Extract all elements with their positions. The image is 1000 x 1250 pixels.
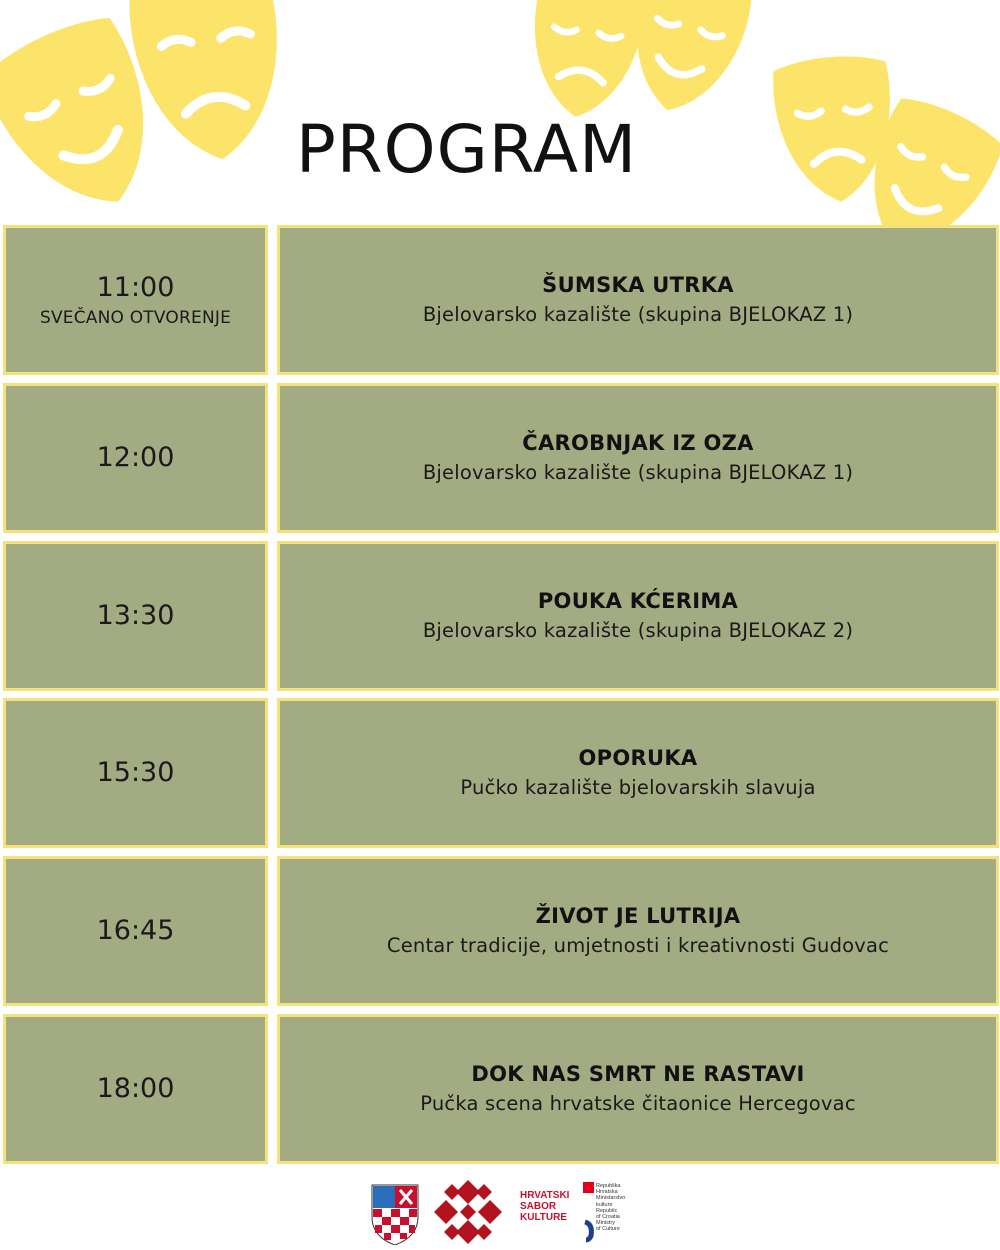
event-cell [277,225,999,375]
schedule-row [0,225,1000,375]
schedule-row [0,856,1000,1006]
event-cell [277,541,999,691]
event-time: 15:30 [96,757,175,788]
event-time: 11:00 [96,272,175,303]
event-title: ŽIVOT JE LUTRIJA [535,904,741,928]
event-time: 18:00 [96,1073,175,1104]
time-cell [3,698,268,848]
event-title: DOK NAS SMRT NE RASTAVI [471,1062,805,1086]
cross-stitch-logo-icon [434,1180,502,1244]
coat-of-arms-icon [372,1185,418,1245]
event-cell [277,856,999,1006]
event-title: ŠUMSKA UTRKA [542,273,734,297]
ministry-line: Republika [596,1183,621,1189]
event-time: 13:30 [96,600,175,631]
sponsor-logos [0,1180,1000,1245]
event-cell [277,1014,999,1164]
event-cell [277,698,999,848]
event-performer: Bjelovarsko kazalište (skupina BJELOKAZ 1) [422,303,854,326]
time-cell [3,1014,268,1164]
ministry-line: Ministarstvo [596,1195,626,1202]
ministry-line: of Croatia [596,1214,620,1221]
time-cell [3,541,268,691]
page-title: PROGRAM [296,111,638,188]
event-time: 16:45 [96,915,175,946]
schedule-row [0,698,1000,848]
schedule-row [0,383,1000,533]
event-cell [277,383,999,533]
hsk-line: SABOR [520,1201,557,1212]
hsk-line: HRVATSKI [520,1190,570,1201]
event-performer: Centar tradicije, umjetnosti i kreativnosti Gudovac [386,934,890,957]
event-note: SVEČANO OTVORENJE [39,308,232,328]
hsk-logo-text [520,1190,569,1223]
ministry-line: Ministry [596,1220,615,1227]
ministry-line: of Culture [596,1226,620,1233]
event-title: POUKA KĆERIMA [537,589,739,613]
event-performer: Pučka scena hrvatske čitaonice Hercegovac [420,1092,856,1115]
ministry-logo-icon [583,1182,594,1240]
event-title: OPORUKA [578,746,698,770]
time-cell [3,225,268,375]
event-performer: Pučko kazalište bjelovarskih slavuja [460,776,816,799]
time-cell [3,383,268,533]
schedule-row [0,541,1000,691]
hsk-line: KULTURE [520,1212,568,1223]
event-title: ČAROBNJAK IZ OZA [522,431,754,455]
event-time: 12:00 [96,442,175,473]
event-performer: Bjelovarsko kazalište (skupina BJELOKAZ 2) [422,619,854,642]
schedule-row [0,1014,1000,1164]
time-cell [3,856,268,1006]
ministry-line: Hrvatska [596,1189,618,1196]
ministry-logo-text [596,1183,625,1233]
ministry-line: kulture [596,1201,613,1208]
event-performer: Bjelovarsko kazalište (skupina BJELOKAZ 1) [422,461,854,484]
ministry-line: Republic [596,1207,618,1214]
